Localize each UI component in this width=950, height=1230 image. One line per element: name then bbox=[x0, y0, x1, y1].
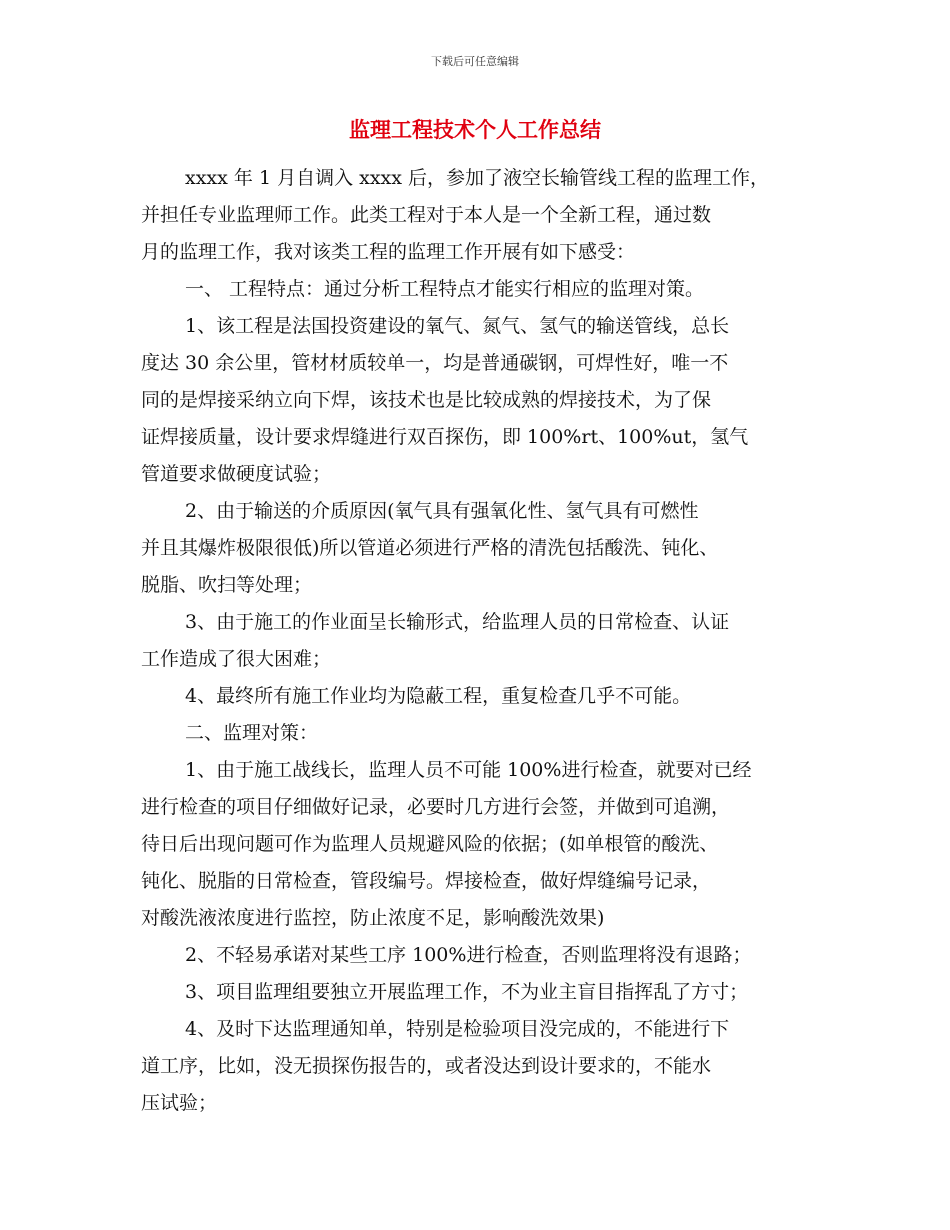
body-line: 进行检查的项目仔细做好记录，必要时几方进行会签，并做到可追溯， bbox=[141, 796, 731, 818]
body-line: 工作造成了很大困难； bbox=[141, 648, 332, 670]
body-line: 钝化、脱脂的日常检查，管段编号。焊接检查，做好焊缝编号记录， bbox=[141, 870, 712, 892]
body-line: 2、由于输送的介质原因(氧气具有强氧化性、氢气具有可燃性 bbox=[185, 500, 699, 522]
section-heading: 二、监理对策： bbox=[185, 722, 319, 744]
body-line: 道工序，比如，没无损探伤报告的，或者没达到设计要求的，不能水 bbox=[141, 1055, 712, 1077]
page-header: 下载后可任意编辑 bbox=[431, 55, 519, 68]
body-line: 3、由于施工的作业面呈长输形式，给监理人员的日常检查、认证 bbox=[185, 611, 730, 633]
body-line: 管道要求做硬度试验； bbox=[141, 463, 332, 485]
body-line: 1、该工程是法国投资建设的氧气、氮气、氢气的输送管线，总长 bbox=[185, 315, 730, 337]
body-line: 并担任专业监理师工作。此类工程对于本人是一个全新工程，通过数 bbox=[141, 204, 712, 226]
body-line: 月的监理工作，我对该类工程的监理工作开展有如下感受： bbox=[141, 241, 636, 263]
body-line: 脱脂、吹扫等处理； bbox=[141, 574, 313, 596]
body-line: 压试验； bbox=[141, 1092, 218, 1114]
body-line: 证焊接质量，设计要求焊缝进行双百探伤，即 100%rt、100%ut，氢气 bbox=[141, 426, 749, 448]
body-line: 1、由于施工战线长，监理人员不可能 100%进行检查，就要对已经 bbox=[185, 759, 752, 781]
body-line: 并且其爆炸极限很低)所以管道必须进行严格的清洗包括酸洗、钝化、 bbox=[141, 537, 719, 559]
body-line: 度达 30 余公里，管材材质较单一，均是普通碳钢，可焊性好，唯一不 bbox=[141, 352, 729, 374]
document-title: 监理工程技术个人工作总结 bbox=[349, 118, 601, 142]
body-line: xxxx 年 1 月自调入 xxxx 后，参加了液空长输管线工程的监理工作， bbox=[185, 167, 770, 189]
section-heading: 一、 工程特点：通过分析工程特点才能实行相应的监理对策。 bbox=[185, 278, 705, 300]
body-line: 3、项目监理组要独立开展监理工作，不为业主盲目指挥乱了方寸； bbox=[185, 981, 749, 1003]
body-line: 4、最终所有施工作业均为隐蔽工程，重复检查几乎不可能。 bbox=[185, 685, 692, 707]
body-line: 对酸洗液浓度进行监控，防止浓度不足，影响酸洗效果) bbox=[141, 907, 605, 929]
body-line: 4、及时下达监理通知单，特别是检验项目没完成的，不能进行下 bbox=[185, 1018, 730, 1040]
body-line: 待日后出现问题可作为监理人员规避风险的依据；(如单根管的酸洗、 bbox=[141, 833, 719, 855]
body-line: 同的是焊接采纳立向下焊，该技术也是比较成熟的焊接技术，为了保 bbox=[141, 389, 712, 411]
body-line: 2、不轻易承诺对某些工序 100%进行检查，否则监理将没有退路； bbox=[185, 944, 752, 966]
